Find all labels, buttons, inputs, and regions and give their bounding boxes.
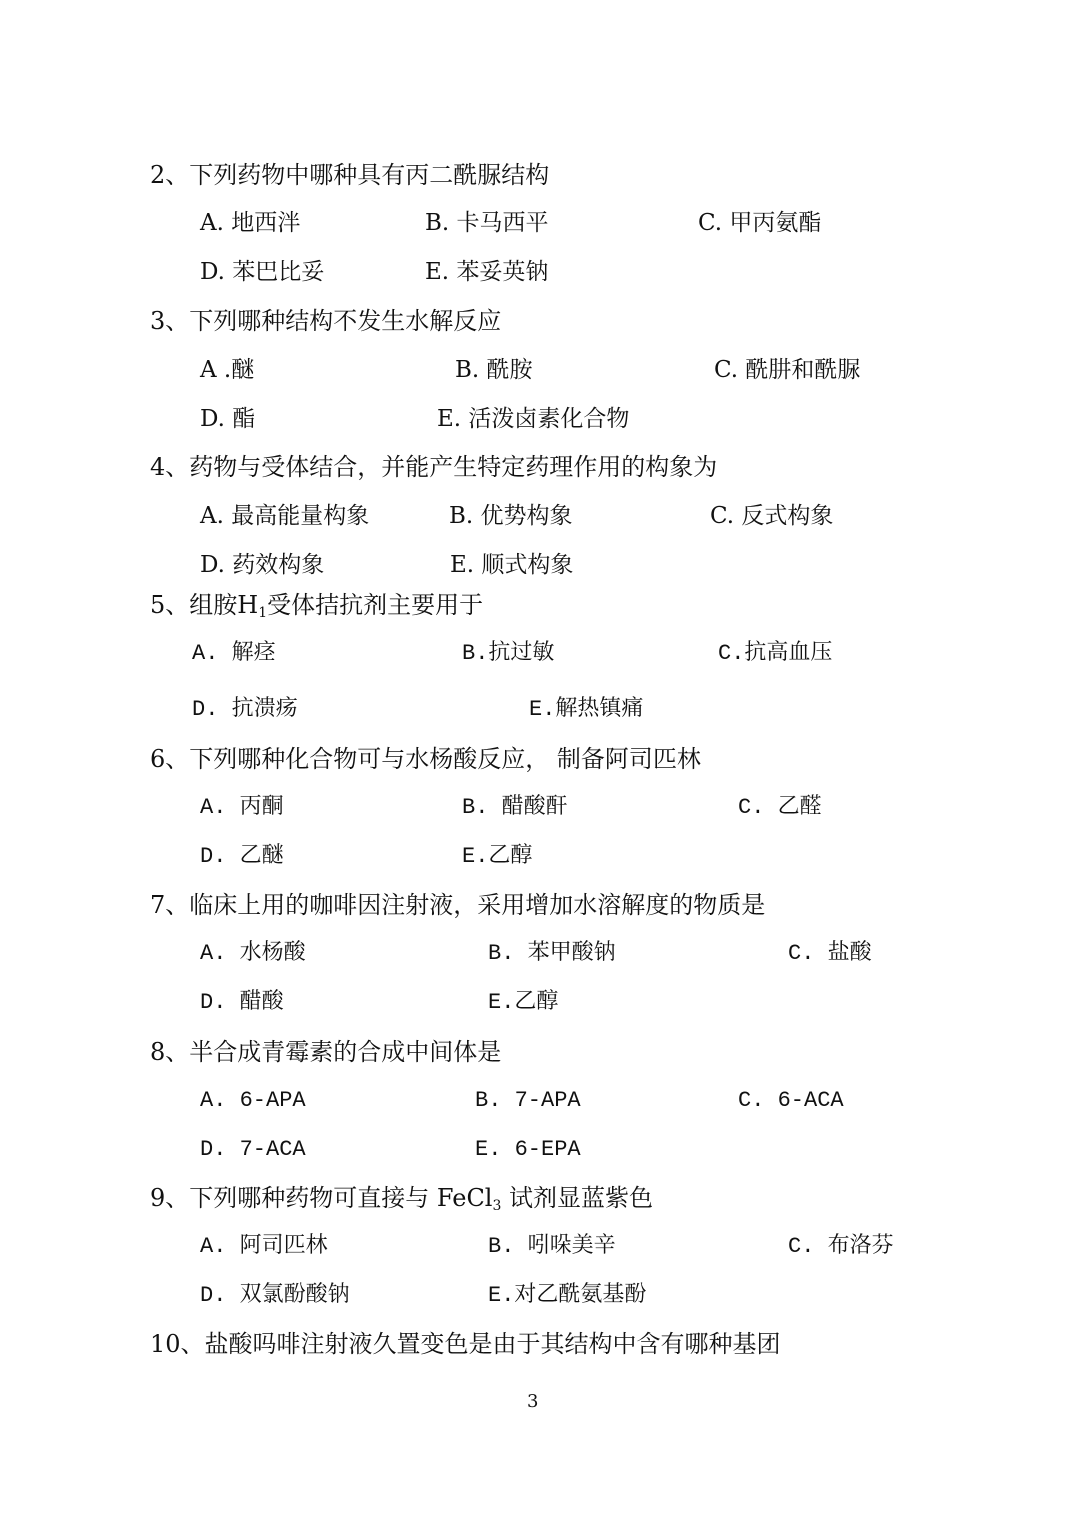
- question-9-option-b: B. 吲哚美辛: [488, 1234, 616, 1259]
- question-5-option-d: D. 抗溃疡: [192, 697, 298, 722]
- question-5-option-b: B.抗过敏: [462, 641, 555, 666]
- question-4-option-b: B. 优势构象: [449, 503, 573, 529]
- question-2-option-a: A. 地西泮: [200, 210, 301, 236]
- question-10-stem: 10、盐酸吗啡注射液久置变色是由于其结构中含有哪种基团: [150, 1330, 781, 1358]
- question-2-option-d: D. 苯巴比妥: [200, 259, 325, 285]
- question-3-stem: 3、下列哪种结构不发生水解反应: [150, 307, 502, 335]
- question-3-option-a: A .醚: [200, 357, 255, 383]
- question-3-option-e: E. 活泼卤素化合物: [437, 406, 630, 432]
- question-6-option-e: E.乙醇: [462, 844, 533, 869]
- question-2-option-b: B. 卡马西平: [425, 210, 549, 236]
- question-5-stem: 5、组胺$H_1$受体拮抗剂主要用于: [150, 591, 484, 621]
- question-4-option-e: E. 顺式构象: [450, 552, 574, 578]
- question-6-option-a: A. 丙酮: [200, 795, 284, 820]
- question-3-option-c: C. 酰肼和酰脲: [714, 357, 861, 383]
- question-9-stem: 9、下列哪种药物可直接与 FeCl$_3$ 试剂显蓝紫色: [150, 1184, 654, 1214]
- question-7-option-d: D. 醋酸: [200, 990, 284, 1015]
- question-3-option-d: D. 酯: [200, 406, 256, 432]
- question-5-option-c: C.抗高血压: [718, 641, 833, 666]
- question-5-option-e: E.解热镇痛: [529, 697, 644, 722]
- question-4-option-d: D. 药效构象: [200, 552, 325, 578]
- question-7-option-e: E.乙醇: [488, 990, 559, 1015]
- question-8-stem: 8、半合成青霉素的合成中间体是: [150, 1038, 502, 1066]
- question-7-option-b: B. 苯甲酸钠: [488, 941, 616, 966]
- page-number: 3: [527, 1391, 539, 1412]
- question-2-stem: 2、下列药物中哪种具有丙二酰脲结构: [150, 161, 550, 189]
- question-9-option-a: A. 阿司匹林: [200, 1234, 328, 1259]
- question-2-option-e: E. 苯妥英钠: [425, 259, 549, 285]
- question-3-option-b: B. 酰胺: [455, 357, 533, 383]
- question-6-option-c: C. 乙醛: [738, 795, 822, 820]
- question-6-option-d: D. 乙醚: [200, 844, 284, 869]
- question-8-option-c: C. 6-ACA: [738, 1088, 844, 1113]
- question-8-option-b: B. 7-APA: [475, 1088, 581, 1113]
- question-8-option-e: E. 6-EPA: [475, 1137, 581, 1162]
- question-8-option-a: A. 6-APA: [200, 1088, 306, 1113]
- question-9-option-c: C. 布洛芬: [788, 1234, 894, 1259]
- question-5-option-a: A. 解痉: [192, 641, 276, 666]
- question-7-option-a: A. 水杨酸: [200, 941, 306, 966]
- question-9-option-d: D. 双氯酚酸钠: [200, 1283, 350, 1308]
- question-9-option-e: E.对乙酰氨基酚: [488, 1283, 647, 1308]
- question-6-stem: 6、下列哪种化合物可与水杨酸反应， 制备阿司匹林: [150, 745, 701, 773]
- question-6-option-b: B. 醋酸酐: [462, 795, 568, 820]
- question-7-option-c: C. 盐酸: [788, 941, 872, 966]
- question-7-stem: 7、临床上用的咖啡因注射液，采用增加水溶解度的物质是: [150, 891, 766, 919]
- question-4-option-a: A. 最高能量构象: [200, 503, 370, 529]
- question-2-option-c: C. 甲丙氨酯: [698, 210, 822, 236]
- question-8-option-d: D. 7-ACA: [200, 1137, 306, 1162]
- question-4-stem: 4、药物与受体结合，并能产生特定药理作用的构象为: [150, 453, 718, 481]
- question-4-option-c: C. 反式构象: [710, 503, 834, 529]
